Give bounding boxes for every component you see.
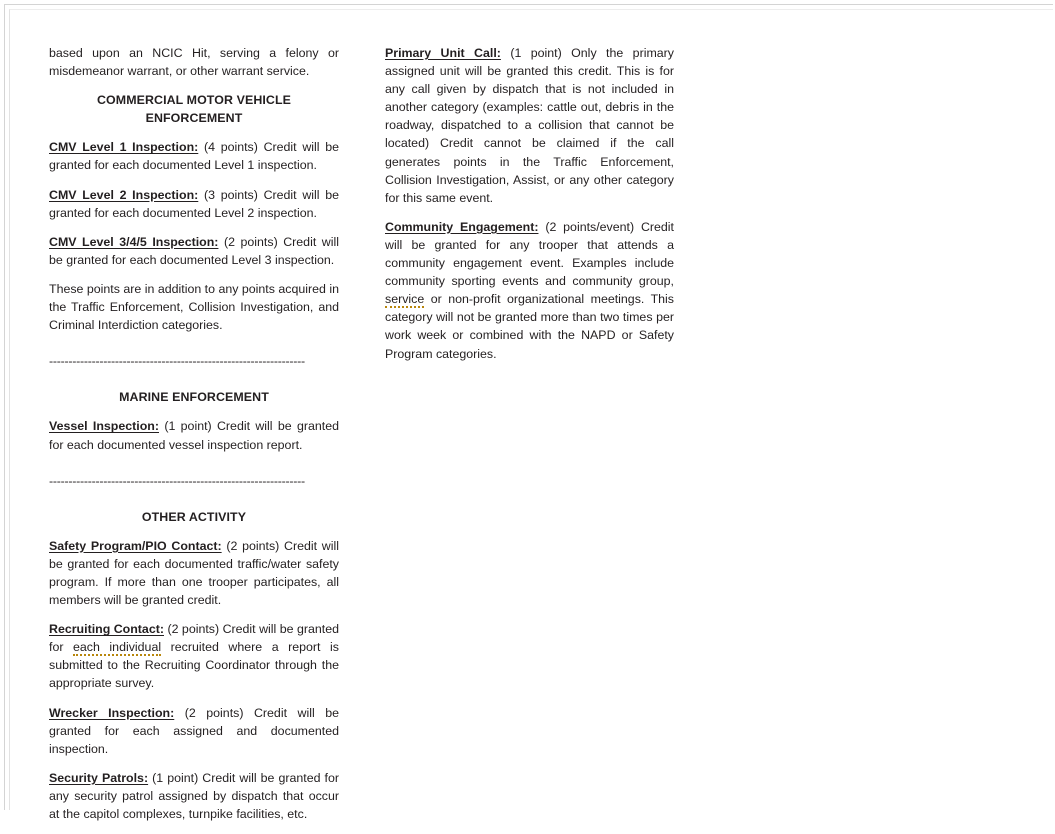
body-vessel-inspection: (1 point) Credit will be granted for each documented vessel inspection report. <box>49 419 339 452</box>
paragraph-wrecker-inspection <box>49 704 339 758</box>
paragraph-security-patrols <box>49 769 339 823</box>
grammarcheck-flagged-service: service <box>385 292 425 307</box>
term-wrecker-inspection: Wrecker Inspection: <box>49 705 175 720</box>
term-community-engagement: Community Engagement: <box>385 219 539 234</box>
left-text-column <box>49 44 339 834</box>
body-primary-unit-call: (1 point) Only the primary assigned unit will be granted this credit. This is for any call given by dispatch that is not included in another category (examples: cattle out, debris in the roadway, dispatched to a collision that cannot be located) Credit cannot be claimed if the call generates points in the Traffic Enforcement, Collision Investigation, Assist, or any other category for this same event. <box>385 46 674 205</box>
spacer-before-separator-2 <box>49 465 339 472</box>
paragraph-primary-unit-call <box>385 44 674 207</box>
body-security-patrols: (1 point) Credit will be granted for any security patrol assigned by dispatch that occur at the capitol complexes, turnpike facilities, etc. <box>49 770 339 821</box>
paragraph-recruiting-contact <box>49 620 339 692</box>
spacer-before-separator-1 <box>49 345 339 352</box>
spacer-after-separator-1 <box>49 381 339 388</box>
body-cmv-level-2: (3 points) Credit will be granted for each documented Level 2 inspection. <box>49 187 339 220</box>
grammarcheck-flagged-each-individual: each individual <box>73 640 162 655</box>
term-security-patrols: Security Patrols: <box>49 770 149 785</box>
separator-dashed-line-2: ------------------------------------------------------------------ <box>49 473 305 488</box>
body-cmv-level-1: (4 points) Credit will be granted for each documented Level 1 inspection. <box>49 140 339 173</box>
body-recruiting-contact-after: recruited where a report is submitted to the Recruiting Coordinator through the appropriate survey. <box>49 640 339 691</box>
term-vessel-inspection: Vessel Inspection: <box>49 419 159 434</box>
body-wrecker-inspection: (2 points) Credit will be granted for each assigned and documented inspection. <box>49 705 339 756</box>
body-recruiting-contact-before: (2 points) Credit will be granted for <box>49 622 339 655</box>
body-community-engagement-after: or non-profit organizational meetings. This category will not be granted more than two times per work week or combined with the NAPD or Safety Program categories. <box>385 292 674 361</box>
spacer-after-separator-2 <box>49 501 339 508</box>
heading-other-activity: OTHER ACTIVITY <box>141 509 247 524</box>
body-cmv-level-345: (2 points) Credit will be granted for each documented Level 3 inspection. <box>49 234 339 267</box>
paragraph-cmv-level-345 <box>49 233 339 269</box>
term-cmv-level-1: CMV Level 1 Inspection: <box>49 140 199 155</box>
paragraph-safety-program-pio-contact <box>49 537 339 609</box>
paragraph-cmv-additional-points-note: These points are in addition to any points acquired in the Traffic Enforcement, Collision Investigation, and Criminal Interdiction categories. <box>49 281 339 333</box>
body-safety-program-pio-contact: (2 points) Credit will be granted for each documented traffic/water safety program. If more than one trooper participates, all members will be granted credit. <box>49 538 339 608</box>
paragraph-cmv-level-2 <box>49 186 339 222</box>
paragraph-community-engagement <box>385 218 674 363</box>
heading-marine-enforcement: MARINE ENFORCEMENT <box>119 390 269 405</box>
term-cmv-level-2: CMV Level 2 Inspection: <box>49 187 199 202</box>
paragraph-cmv-level-1 <box>49 138 339 174</box>
heading-commercial-motor-vehicle-enforcement: COMMERCIAL MOTOR VEHICLE ENFORCEMENT <box>96 93 291 126</box>
term-cmv-level-345: CMV Level 3/4/5 Inspection: <box>49 234 219 249</box>
term-safety-program-pio-contact: Safety Program/PIO Contact: <box>49 538 222 553</box>
paragraph-vessel-inspection <box>49 417 339 453</box>
separator-dashed-line-1: ------------------------------------------------------------------ <box>49 354 305 369</box>
term-primary-unit-call: Primary Unit Call: <box>385 46 501 60</box>
term-recruiting-contact: Recruiting Contact: <box>49 622 164 637</box>
body-community-engagement-before: (2 points/event) Credit will be granted for any trooper that attends a community engagement event. Examples include community sporting events and community group, <box>385 219 674 289</box>
right-text-column <box>385 44 674 374</box>
paragraph-continued-warrant-service: based upon an NCIC Hit, serving a felony or misdemeanor warrant, or other warrant service. <box>49 46 339 79</box>
